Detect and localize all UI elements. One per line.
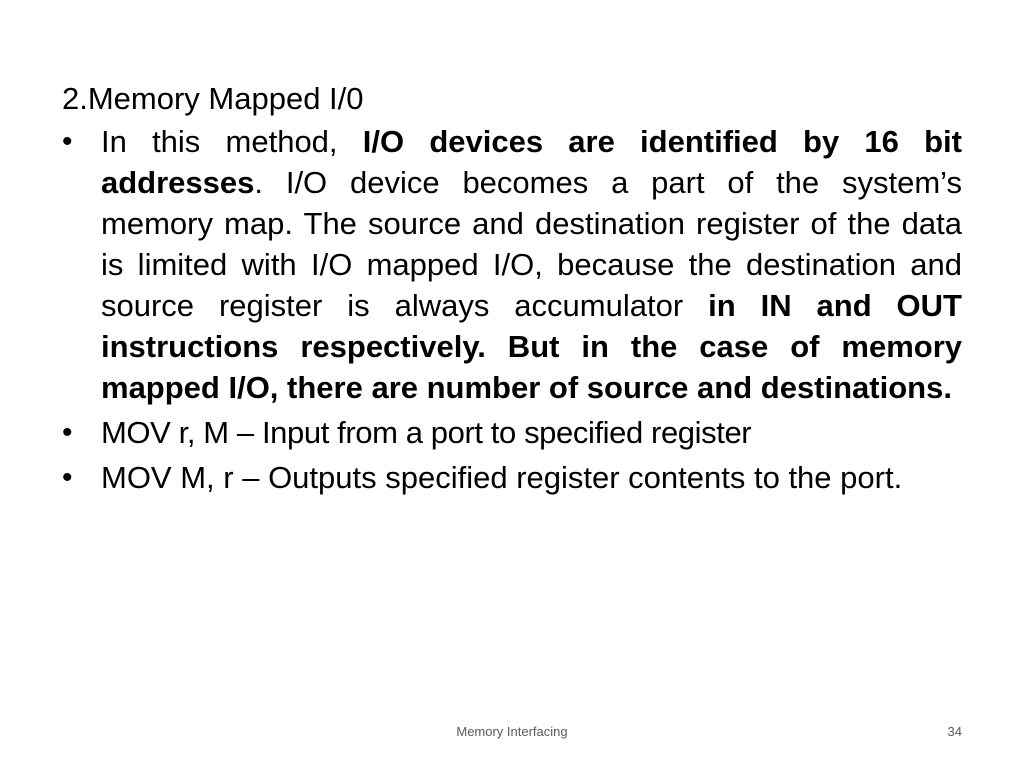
bullet-segment: In this method, (101, 124, 363, 159)
bullet-text (101, 457, 962, 498)
bullet-item-2 (62, 412, 962, 453)
bullet-segment-bold: I/O devices are identified by 16 bit addresses (101, 124, 962, 200)
bullet-segment-bold: in IN and OUT instructions respectively. But in the case of memory mapped I/O, there are number of source and destinations. (101, 288, 962, 405)
slide-heading: 2.Memory Mapped I/0 (62, 81, 364, 116)
bullet-segment: . I/O device becomes a part of the system’s memory map. The source and destination register of the data is limited with I/O mapped I/O, because the destination and source register is always accumulator (101, 165, 962, 323)
bullet-icon: • (62, 125, 73, 158)
bullet-item-1 (62, 121, 962, 408)
bullet-text (101, 121, 962, 408)
bullet-icon: • (62, 416, 73, 449)
footer-title: Memory Interfacing (456, 724, 568, 739)
bullet-list (62, 121, 962, 498)
bullet-icon: • (62, 461, 73, 494)
page-number: 34 (947, 724, 962, 739)
bullet-text (101, 412, 962, 453)
slide-content (62, 78, 962, 502)
bullet-segment: MOV M, r – Outputs specified register contents to the port. (101, 460, 903, 495)
bullet-segment: MOV r, M – Input from a port to specified register (101, 415, 752, 450)
bullet-item-3 (62, 457, 962, 498)
